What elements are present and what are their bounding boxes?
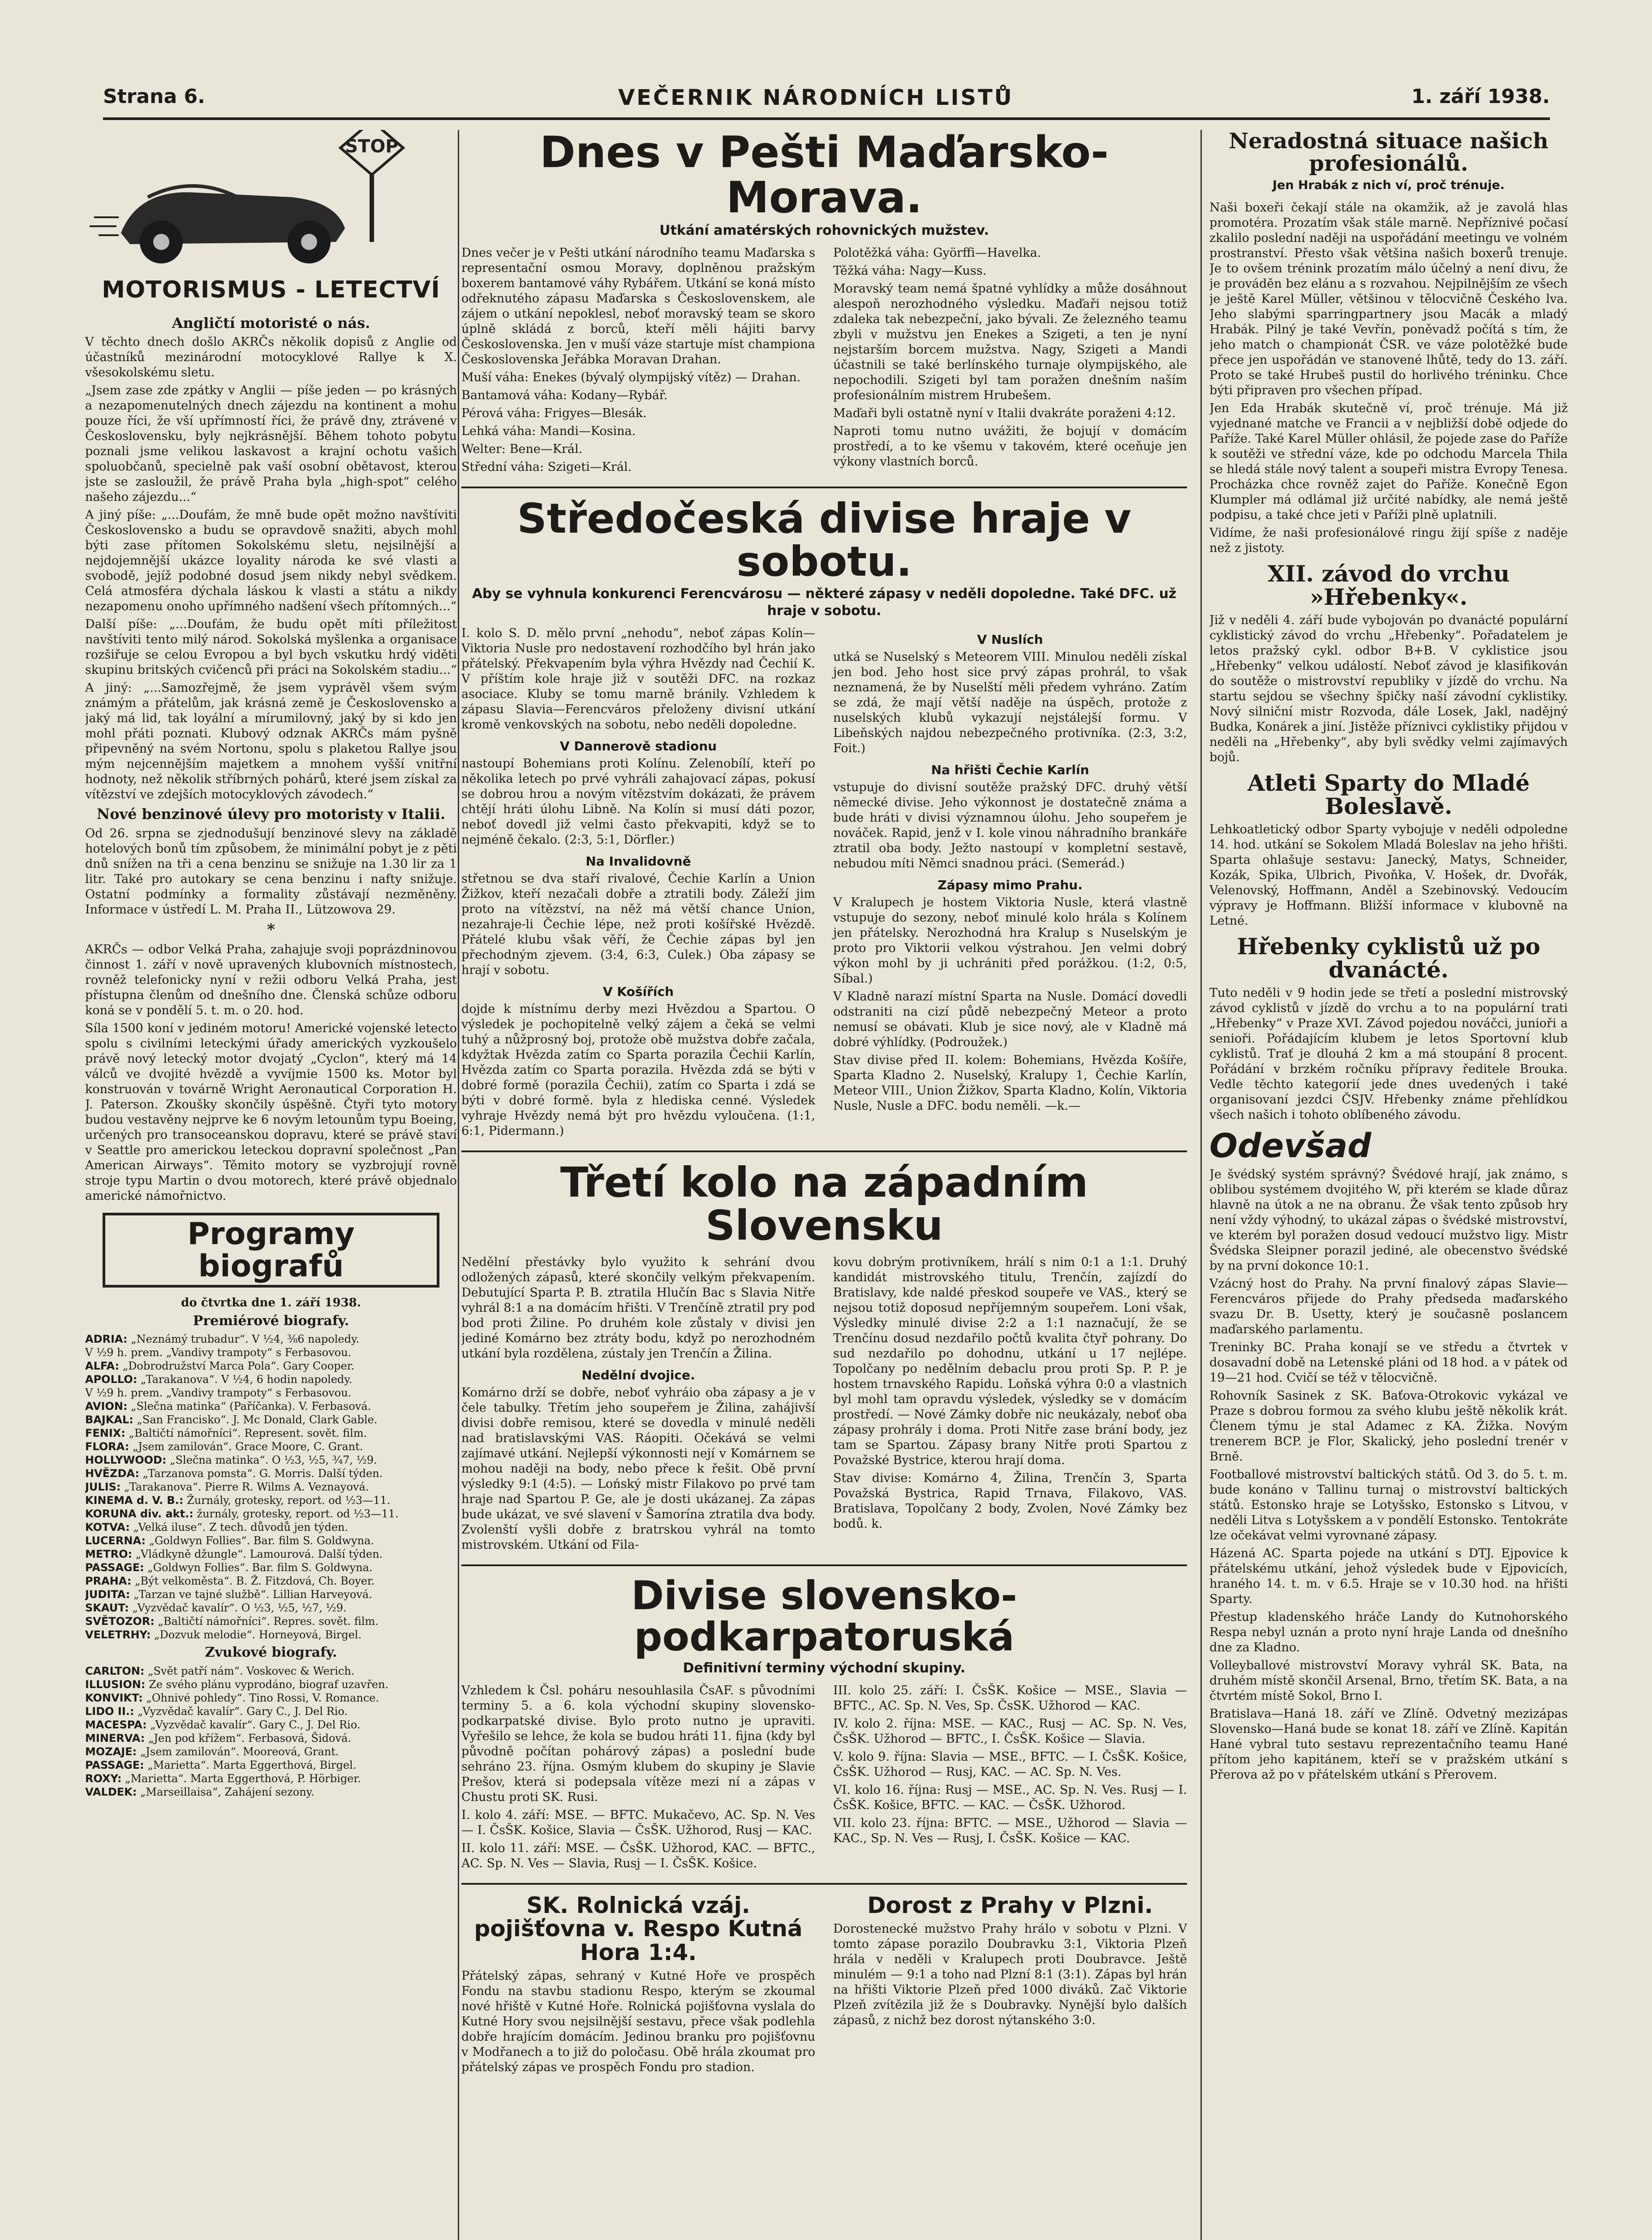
cinema-program: „Svět patří nám“. Voskovec & Werich. xyxy=(144,1664,355,1677)
section-subhead: Na hřišti Čechie Karlín xyxy=(931,762,1089,777)
article-paragraph: I. kolo S. D. mělo první „nehodu“, neboť zápas Kolín—Viktoria Nusle pro nedostavení rozhodčího byl hrán jako přátelský. Překvapením byla výhra Hvězdy nad Čechií K. V příštím kole hraje již v soutěži DFC. na rozkaz asociace. Kluby se tomu marně bránily. Vzhledem k zápasu Slavia—Ferencváros přeloženy divisní utkání kromě venkovských na sobotu, nebo neděli dopoledne. xyxy=(461,626,815,732)
article-column xyxy=(833,1255,1187,1555)
cinema-entry xyxy=(85,1705,457,1718)
cinema-program: „Jsem zamilován“. Mooreová, Grant. xyxy=(137,1745,339,1758)
article-paragraph: Treninky BC. Praha konají se ve středu a čtvrtek v dosavadní době na Letenské pláni od 18 hod. a v pátek od 19—21 hod. Cvičí se též v tělocvičně. xyxy=(1209,1340,1568,1385)
programs-subtitle: Zvukové biografy. xyxy=(205,1645,337,1661)
column-sport xyxy=(461,130,1187,2078)
article-title: Atleti Sparty do Mladé Boleslavě. xyxy=(1248,769,1530,820)
article-paragraph: Polotěžká váha: Györffi—Havelka. xyxy=(833,246,1041,260)
cinema-entry xyxy=(85,1588,457,1601)
section-title: Odevšad xyxy=(1209,1126,1372,1165)
cinema-name: CARLTON: xyxy=(85,1664,145,1677)
section-subhead: Na Invalidovně xyxy=(585,853,691,869)
headline: Středočeská divise hraje v sobotu. xyxy=(517,494,1131,586)
article-column xyxy=(833,1683,1187,1874)
article-paragraph: V těchto dnech došlo AKRČs několik dopisů z Anglie od účastníků mezinárodní motocyklové Rallye k X. všesokolskému sletu. xyxy=(85,335,457,380)
cinema-entry xyxy=(85,1691,457,1705)
cinema-name: KONVIKT: xyxy=(85,1691,143,1704)
article-paragraph: V Kralupech je hostem Viktoria Nusle, která vlastně vstupuje do sezony, neboť minulé kolo hrála s Kolínem jen přátelsky. Nerozhodná hra Kralup s Nuselským je proto pro Viktorii velkou výstrahou. Jen velmi dobrý výkon mohl by ji uchrániti před porážkou. (1:2, 0:5, Síbal.) xyxy=(833,895,1187,986)
cinema-name: JUDITA: xyxy=(85,1588,130,1601)
article-paragraph: Tuto neděli v 9 hodin jede se třetí a poslední mistrovský závod cyklistů v jízdě do vrchu a to na populární trati „Hřebenky“ v Praze XVI. Závod pojedou nováčci, junioři a senioři. Pořádajícím klubem je letos Sportovní klub cyklistů. Trať je dlouhá 2 km a má stoupání 8 procent. Pořádání v brzkém ročníku přípravy ředitele Brouka. Vedle těchto kategorií jede dnes uvedených i také organisovaní jezdci ČSJV. Hřebenky známe přehlídkou všech našich i tohoto oblíbeného závodu. xyxy=(1209,986,1568,1122)
cinema-entry xyxy=(85,1467,457,1480)
cinema-program: „Tarzanova pomsta“. G. Morris. Další týden. xyxy=(139,1467,383,1480)
cinema-entry xyxy=(85,1426,457,1440)
cinema-name: MOZAJE: xyxy=(85,1745,137,1758)
cinema-program: „Být velkoměsta“. B. Ž. Fitzdová, Ch. Boyer. xyxy=(131,1575,375,1588)
cinema-entry xyxy=(85,1664,457,1678)
article-paragraph: II. kolo 11. září: MSE. — ČsŠK. Užhorod, KAC. — BFTC., AC. Sp. N. Ves — Slavia, Rusj — I. ČsŠK. Košice. xyxy=(461,1841,815,1870)
premiere-cinemas-list xyxy=(85,1332,457,1641)
cinema-name: AVION: xyxy=(85,1400,128,1413)
article-title: SK. Rolnická vzáj. pojišťovna v. Respo Kutná Hora 1:4. xyxy=(474,1892,803,1965)
programs-subtitle: Premiérové biografy. xyxy=(193,1313,349,1329)
article-paragraph: IV. kolo 2. října: MSE. — KAC., Rusj — AC. Sp. N. Ves, ČsŠK. Užhorod — BFTC., I. ČsŠK. Košice — Slavia. xyxy=(833,1716,1187,1746)
cinema-entry xyxy=(85,1758,457,1772)
page-header xyxy=(103,85,1550,116)
article-subtitle: Jen Hrabák z nich ví, proč trénuje. xyxy=(1272,178,1505,192)
article-paragraph: Komárno drží se dobře, neboť vyhráio oba zápasy a je v čele tabulky. Třetím jeho soupeřem je Žilina, zahájivší divisi dobře remisou, které se dovedla v minulé neděli nad bratislavskými VAS. Ráopiti. Očekává se velmi zajímavé utkání. Nejlepší výkonnosti nejí v Komárnem se mohou naději na body, nebo přece k řešit. Obě první výsledky 9:1 (4:5). — Lońský mistr Filakovo po prvé tam hraje nad Spartou P. Ge, ale je dosti ukázanej. Za zápas bude ukázat, ve své slavení v Šamorína ztratila dva body. Zvolenští vyšli dobře z bratrskou vyhrál na tomto mistrovském. Utkání od Fila- xyxy=(461,1385,815,1552)
cinema-name: MINERVA: xyxy=(85,1732,145,1745)
article-paragraph: střetnou se dva staří rivalové, Čechie Karlín a Union Žižkov, kteří nezačali dobře a ztratili body. Záleží jim proto na vítězství, na něž má větší chance Union, nezahraje-li Čechie lépe, než proti košířské Hvězdě. Přátelé klubu však věří, že Čechie zápas byl jen přechodným zjevem. (3:4, 6:3, Culek.) Oba zápasy se hrají v sobotu. xyxy=(461,871,815,977)
article-paragraph: A jiný: „...Samozřejmě, že jsem vyprávěl všem svým známým a přátelům, jak krásná země je Československo a jaký má lid, tak loyální a mírumilovný, jaký by si kdo jen mohl přáti poznati. Klubový odznak AKRČs mám pyšně připevněný na svém Nortonu, spolu s plaketou Rallye jsou mým nejcennějším majetkem a mnohem vyšší vnitřní hodnoty, než několik stříbrných pohárů, které jsem získal za vítězství ve zdejších motocyklových závodech.“ xyxy=(85,681,457,802)
cinema-name: SVĚTOZOR: xyxy=(85,1615,155,1628)
cinema-entry xyxy=(85,1440,457,1453)
cinema-program: „Dozvuk melodie“. Horneyová, Birgel. xyxy=(151,1628,362,1641)
article-title: Hřebenky cyklistů už po dvanácté. xyxy=(1237,933,1540,983)
cinema-name: HVĚZDA: xyxy=(85,1467,139,1480)
article-paragraph: Je švédský systém správný? Švédové hrají, jak známo, s oblibou systémem dvojitého W, při kterém se klade důraz hlavně na útok a ne na obranu. Že však tento způsob hry není vždy výhodný, to ukázal zápas o švédské mistrovství, ve kterém byl poražen dosud vedoucí mužstvo ligy. Mistr Švédska Sleipner porazil jediné, ale obecenstvo švédské by na první dokonce 10:1. xyxy=(1209,1167,1568,1273)
cinema-program: „Marietta“. Marta Eggerthová, Birgel. xyxy=(144,1758,357,1771)
cinema-name: ADRIA: xyxy=(85,1333,128,1346)
cinema-entry xyxy=(85,1785,457,1799)
article-title: Angličtí motoristé o nás. xyxy=(172,314,370,332)
article-paragraph: Rohovník Sasinek z SK. Baťova-Otrokovic vykázal ve Praze s dobrou formou za svého klubu ještě několik krát. Členem týmu je stal Adamec z KA. Žižka. Novým trenerem BCP. je Flor, Skalický, jeho poslední trenér v Brně. xyxy=(1209,1389,1568,1464)
article-paragraph: kovu dobrým protivníkem, hrálí s nim 0:1 a 1:1. Druhý kandidát mistrovského titulu, Trenčín, zajízdí do Bratislavy, kde naldé přeskod soupeře ve VAS., který se nejsou totiž doposud nepříjemným soupeřem. Loni však, Výsledky minulé divise 2:2 a 1:1 naznačují, že se Trenčínu dosud nezdařilo počtů kvalita čtyř pohrany. Do sud nezdařilo po dohodnu, utkání u 17 nejlépe. Topolčany po nedělním debaclu prou proti Sp. P. P. je hostem trnavského Rapidu. Loňská výhra 0:0 a vlastnich byl mohl tam opravdu výsledek, výsledky se v domácím prostředí. — Nové Zámky dobře nic neukázaly, neboť oba zápasy prohrály i doma. Proti Nitře zase brání body, jez tam se Spartou. Zápasy brany Nitře proti Spartou z Považské Bystrice, kterou hrají doma. xyxy=(833,1255,1187,1467)
cinema-program: „Ohnivé pohledy“. Tino Rossi, V. Romance. xyxy=(142,1691,379,1704)
column-right xyxy=(1209,130,1568,1785)
section-subhead: V Dannerově stadionu xyxy=(559,738,717,754)
article-paragraph: Vidíme, že naši profesionálové ringu žijí spíše z naděje než z jistoty. xyxy=(1209,526,1568,555)
section-title: MOTORISMUS - LETECTVÍ xyxy=(102,276,440,303)
article-paragraph: AKRČs — odbor Velká Praha, zahajuje svoji poprázdninovou činnost 1. září v nově upravených klubovních místnostech, rovněž telefonicky nyní v režii odboru Velká Praha, jest přístupna členům od dnešního dne. Členská schůze odboru koná se v pondělí 5. t. m. o 20. hod. xyxy=(85,943,457,1018)
cinema-entry xyxy=(85,1718,457,1732)
cinema-name: PRAHA: xyxy=(85,1575,132,1588)
divider xyxy=(461,487,1187,488)
cinema-name: APOLLO: xyxy=(85,1373,138,1386)
programs-box xyxy=(103,1213,439,1288)
article-paragraph: dojde k místnímu derby mezi Hvězdou a Spartou. O výsledek je pochopitelně velký zájem a čeká se velmi tuhý a nůžprosný boj, protože obě mužstva dobře začala, kdyžtak Hvězda zatím co Sparta porazila Čechii Karlín, Hvězda zatím co Sparta porazila. Hvězda zdá se býti v dobré formě (porazila Čechii), zatím co Sparta i zdá se býti v dobré formě. byla z hlediska cenné. Výsledek vyhraje Hvězdy nemá být pro hvězdu vyloučena. (1:1, 6:1, Pidermann.) xyxy=(461,1002,815,1138)
page-number: Strana 6. xyxy=(103,85,205,108)
article-paragraph: Muší váha: Enekes (bývalý olympijský vítěz) — Drahan. xyxy=(461,370,801,384)
article-column xyxy=(461,246,815,478)
cinema-entry xyxy=(85,1745,457,1758)
article-paragraph: Bantamová váha: Kodany—Rybář. xyxy=(461,388,668,402)
masthead: VEČERNIK NÁRODNÍCH LISTŮ xyxy=(618,85,1014,110)
cinema-name: PASSAGE: xyxy=(85,1561,144,1574)
cinema-program: „Vládkyně džungle“. Lamourová. Další týden. xyxy=(132,1548,383,1561)
cinema-name: KORUNA div. akt.: xyxy=(85,1508,194,1521)
article-paragraph: „Jsem zase zde zpátky v Anglii — píše jeden — po krásných a nezapomenutelných dnech zájezdu na kontinent a mohu pouze říci, že vší upřímností říci, že právě dny, ztrávené v Československu, byly nejkrásnější. Během tohoto pobytu poznali jsme velikou laskavost a krajní ochotu vašich spoluobčanů, specielně pak vaší osobní obětavost, kterou jste se zasloužil, že právě Praha byla „high-spot“ celého našeho zájezdu...“ xyxy=(85,383,457,504)
headline: Třetí kolo na západním Slovensku xyxy=(560,1158,1088,1250)
article-paragraph: Stav divise: Komárno 4, Žilina, Trenčín 3, Sparta Považská Bystrica, Rapid Trnava, Filakovo, VAS. Bratislava, Topolčany 2 body, Zvolen, Nové Zámky bez bodů. k. xyxy=(833,1471,1187,1531)
programs-title: Programy biografů xyxy=(187,1216,355,1284)
cinema-entry xyxy=(85,1494,457,1507)
article-body xyxy=(461,246,1187,478)
motorismus-illustration xyxy=(85,130,457,278)
cinema-program: „Jen pod křížem“. Ferbasová, Šidová. xyxy=(145,1732,351,1745)
cinema-program: „Tarzan ve tajné službě“. Lillian Harveyová. xyxy=(130,1588,372,1601)
cinema-entry xyxy=(85,1332,457,1346)
article-body xyxy=(461,1683,1187,1874)
cinema-entry xyxy=(85,1359,457,1373)
cinema-name: KOTVA: xyxy=(85,1521,130,1534)
headline-subtitle: Definitivní terminy východní skupiny. xyxy=(683,1660,966,1676)
article-paragraph: Střední váha: Szigeti—Král. xyxy=(461,460,632,474)
cinema-program: V ½9 h. prem. „Vandivy trampoty“ s Ferbasovou. xyxy=(85,1346,352,1359)
cinema-program: „Neznámý trubadur“. V ½4, ⅜6 napoledy. xyxy=(127,1333,359,1346)
cinema-entry xyxy=(85,1772,457,1785)
article-paragraph: nastoupí Bohemians proti Kolínu. Zelenobílí, kteří po několika letech po prvé vyhráli zahajovací zápas, pokusí se dobrou hrou a novým vítězstvím dokázati, že právem chtějí hráti úlohu Libně. Na Kolín si musí dáti pozor, neboť dovedl již velmi často překvapiti, když se to nejméně čekalo. (2:3, 5:1, Dörfler.) xyxy=(461,756,815,847)
cinema-program: „Marietta“. Marta Eggerthová, P. Hörbiger. xyxy=(121,1772,361,1785)
column-divider xyxy=(1200,130,1202,2240)
cinema-entry xyxy=(85,1386,457,1400)
article-paragraph: Házená AC. Sparta pojede na utkání s DTJ. Ejpovice k přátelskému utkání, jehož výsledek bude v Ejpovicích, hraného 14. t. m. v 6.5. Hraje se v 10.30 hod. na hřišti Sparty. xyxy=(1209,1546,1568,1607)
article-paragraph: Vzhledem k Čsl. poháru nesouhlasila ČsAF. s původními terminy 5. a 6. kola východní skupiny slovensko-podkarpatské divise. Bylo proto nutno je upraviti. Vyřešilo se lehce, že kola se budou hráti 11. fijna (kdy byl původně počítan pohárový zápas) a poslední bude sehráno 23. října. Osmým klubem do skupiny je Slavie Prešov, která si podepsala vítěze mezi ní a zápas v Chustu proti SK. Rusi. xyxy=(461,1683,815,1804)
cinema-name: PASSAGE: xyxy=(85,1758,144,1771)
section-subhead: Zápasy mimo Prahu. xyxy=(938,877,1083,892)
cinema-entry xyxy=(85,1547,457,1561)
column-motorismus xyxy=(85,130,457,1799)
article-paragraph: Pérová váha: Frigyes—Blesák. xyxy=(461,406,647,420)
cinema-name: FLORA: xyxy=(85,1440,129,1453)
cinema-entry xyxy=(85,1615,457,1628)
article-paragraph: Lehkoatletický odbor Sparty vybojuje v neděli odpoledne 14. hod. utkání se Sokolem Mladá Boleslav na jeho hřišti. Sparta ohlašuje sestavu: Janecký, Matys, Schneider, Kozák, Spika, Ulbrich, Pivoňka, V. Hošek, dr. Dvořák, Velenovský, Hoffmann, Anděl a Szebinovský. Vedoucím výpravy je Hoffmann. Bližší informace v klubovně na Letné. xyxy=(1209,822,1568,928)
cinema-entry xyxy=(85,1628,457,1641)
article-paragraph: Přátelský zápas, sehraný v Kutné Hoře ve prospěch Fondu na stavbu stadionu Respo, kterým se zkoumal nové hřiště v Kutné Hoře. Rolnická pojišťovna vyslala do Kutné Hory svou nejsilnější sestavu, přece však podlehla dobře hrajícím domácím. Jedinou branku pro pojišťovnu v Modřanech a to již do poločasu. Obě hrála zkoumat pro přátelský zápas ve prospěch Fondu pro stadion. xyxy=(461,1969,815,2075)
article-body xyxy=(461,1255,1187,1555)
article-title: Dorost z Prahy v Plzni. xyxy=(867,1892,1153,1918)
article-paragraph: III. kolo 25. září: I. ČsŠK. Košice — MSE., Slavia — BFTC., AC. Sp. N. Ves, Sp. ČsSK. Užhorod — KAC. xyxy=(833,1683,1187,1713)
cinema-entry xyxy=(85,1413,457,1426)
cinema-entry xyxy=(85,1400,457,1413)
cinema-name: BAJKAL: xyxy=(85,1413,133,1426)
headline-subtitle: Utkání amatérských rohovnických mužstev. xyxy=(659,222,989,238)
issue-date: 1. září 1938. xyxy=(1411,85,1550,108)
race-car-stop-sign-icon xyxy=(85,130,457,278)
article-paragraph: Již v neděli 4. září bude vybojován po dvanácté populární cyklistický závod do vrchu „Hřebenky“. Pořadatelem je letos pražský cykl. odbor B+B. V cyklistice jsou „Hřebenky“ velkou událostí. Neboť závod je klasifikován do soutěže o mistrovství republiky v jízdě do vrchu. Na startu sejdou se všechny špičky naší závodní cyklistiky. Nový silniční mistr Rozvoda, dále Losek, Jakl, nadějný Budka, Konárek a jiní. Jistěže příznivci cyklistiky přijdou v neděli na „Hřebenky“, aby byli svědky velmi zajímavých bojů. xyxy=(1209,613,1568,764)
divider xyxy=(461,1150,1187,1152)
cinema-name: KINEMA d. V. B.: xyxy=(85,1494,184,1507)
cinema-entry xyxy=(85,1561,457,1574)
star-separator: * xyxy=(267,921,275,939)
cinema-program: „Vyzvědač kavalír“. Gary C., J. Del Rio. xyxy=(146,1718,361,1731)
cinema-name: FENIX: xyxy=(85,1427,125,1440)
article-paragraph: Jen Eda Hrabák skutečně ví, proč trénuje. Má již vyjednané matche ve Francii a v nejbližší době odjede do Paříže. Také Karel Müller ohlásil, že pojede zase do Paříže k soutěži ve střední váze, kde po odchodu Marcela Thila se hledá stále nový talent a soupeři mistra Evropy Tenesa. Procházka chce rovněž zajet do Paříže. Konečně Egon Klumpler má odlámal již určité nabídky, ale nemá ještě podpisu, a také chce jeti v Paříži plně uplatnili. xyxy=(1209,401,1568,522)
article-title: Neradostná situace našich profesionálů. xyxy=(1229,130,1549,177)
article-paragraph: Naproti tomu nutno uvážiti, že bojují v domácím prostředí, a to ke všemu v takovém, které oceňuje jen výkony vlastních borců. xyxy=(833,424,1187,469)
headline-subtitle: Aby se vyhnula konkurenci Ferencvárosu — některé zápasy v neděli dopoledne. Také DFC. už hraje v sobotu. xyxy=(472,586,1177,619)
article-paragraph: Lehká váha: Mandi—Kosina. xyxy=(461,424,636,438)
cinema-entry xyxy=(85,1480,457,1494)
article-paragraph: VI. kolo 16. října: Rusj — MSE., AC. Sp. N. Ves. Rusj — I. ČsŠK. Košice, BFTC. — KAC. — ČsŠK. Užhorod. xyxy=(833,1783,1187,1812)
cinema-program: „Baltičtí námořníci“. Represent. sovět. film. xyxy=(125,1427,367,1440)
cinema-name: MACESPA: xyxy=(85,1718,147,1731)
article-column xyxy=(461,1683,815,1874)
article-paragraph: Volleyballové mistrovství Moravy vyhrál SK. Bata, na druhém místě skončil Arsenal, Brno, třetím SK. Bata, a na čtvrtém místě Sokol, Brno I. xyxy=(1209,1658,1568,1703)
article-paragraph: Síla 1500 koní v jediném motoru! Americké vojenské letecto spolu s civilními leteckými úřady amerických vyzkoušelo právě nový letecký motor dvojatý „Cyclon“, který má 14 válců ve dvojité hvězdě a vyvíjmie 1500 ks. Motor byl konstruován v továrně Wright Aeronautical Corporation H. J. Paterson. Zkoušky skončily úspěšně. Čtyři tyto motory budou vestavěny nejprve ke 6 novým letounům typu Boeing, určených pro transoceanskou dopravu, které se právě staví v Seattle pro americkou leteckou dopravní společnost „Pan American Airways“. Těmito motory se vyzbrojují rovně stroje typu Martin o dvou motorech, které právě objednalo americké námořnictvo. xyxy=(85,1021,457,1203)
cinema-name: ILLUSION: xyxy=(85,1678,146,1691)
article-paragraph: Těžká váha: Nagy—Kuss. xyxy=(833,263,987,278)
article-title: XII. závod do vrchu »Hřebenky«. xyxy=(1267,560,1510,611)
programs-date: do čtvrtka dne 1. září 1938. xyxy=(181,1296,361,1310)
cinema-entry xyxy=(85,1601,457,1615)
sound-cinemas-list xyxy=(85,1664,457,1799)
headline: Divise slovensko-podkarpatoruská xyxy=(631,1572,1017,1660)
cinema-entry xyxy=(85,1373,457,1386)
article-paragraph: V Kladně narazí místní Sparta na Nusle. Domácí dovedli odstraniti na cizí půdě nebezpečný Meteor a proto nemusí se obávati. Klub je sice nový, ale v Kladně má dobré výhlídky. (Podroužek.) xyxy=(833,989,1187,1049)
article-paragraph: Přestup kladenského hráče Landy do Kutnohorského Respa nebyl uznán a proto nyní hraje Landa od dnešního dne za Kladno. xyxy=(1209,1610,1568,1655)
section-subhead: Nedělní dvojice. xyxy=(581,1367,695,1383)
article-paragraph: Maďaři byli ostatně nyní v Italii dvakráte poraženi 4:12. xyxy=(833,406,1176,420)
article-column xyxy=(833,1894,1187,2078)
article-paragraph: Nedělní přestávky bylo využito k sehrání dvou odložených zápasů, které skončily velkým překvapením. Debutující Sparta P. B. ztratila Hlučín Bac s Slavia Nitře vyhrál 8:1 a na domácím hřišti. V Trenčíně ztratil pry pod bod proti Žiline. Po druhém kole zůstaly v divisi jen jediné Komárno bez ztráty bodu, když po nerozhodném utkání byla rozdělena, zústaly jen Trenčín a Žilina. xyxy=(461,1255,815,1361)
article-body xyxy=(461,626,1187,1142)
column-divider xyxy=(458,130,459,2240)
article-column xyxy=(833,626,1187,1142)
cinema-program: „Jsem zamilován“. Grace Moore, C. Grant. xyxy=(129,1440,363,1453)
cinema-program: žurnály, grotesky, report. od ½3—11. xyxy=(193,1508,399,1521)
article-column xyxy=(461,626,815,1142)
article-paragraph: utká se Nuselský s Meteorem VIII. Minulou neděli získal jen bod. Jeho host sice prvý zápas prohrál, to však neznamená, že by Nuselští měli předem vyhráno. Zatím se zdá, že mají větší naděje na úspěch, protože z nuselských klubů vykazují nejstálejší formu. V Libeňských najdou nebezpečného protivníka. (2:3, 3:2, Foit.) xyxy=(833,650,1187,755)
cinema-program: Žurnály, grotesky, report. od ½3—11. xyxy=(183,1494,391,1507)
article-paragraph: VII. kolo 23. října: BFTC. — MSE., Užhorod — Slavia — KAC., Sp. N. Ves — Rusj, I. ČsŠK. Košice — KAC. xyxy=(833,1816,1187,1845)
article-paragraph: Dorostenecké mužstvo Prahy hrálo v sobotu v Plzni. V tomto zápase porazilo Doubravku 3:1, Viktoria Plzeň hrála v neděli v Kralupech proti Doubravce. Ještě minulém — 9:1 a toho nad Plzní 8:1 (3:1). Zápas byl hrán na hřišti Viktorie Plzeň před 1000 diváků. Zač Viktorie Plzeň zvítězila již že s Doubravky. Nynější bylo dalších zápasů, z nichž bez dorost nýtanského 3:0. xyxy=(833,1922,1187,2028)
cinema-program: „Tarakanova“. V ½4, 6 hodin napoledy. xyxy=(137,1373,353,1386)
cinema-entry xyxy=(85,1534,457,1547)
cinema-program: „Velká iluse“. Z tech. důvodů jen týden. xyxy=(129,1521,348,1534)
article-column xyxy=(461,1894,815,2078)
article-paragraph: Dnes večer je v Pešti utkání národního teamu Maďarska s representační osmou Moravy, doplněnou pražským boxerem bantamové váhy Rybářem. Utkání se koná místo odřeknutého zápasu Maďarska s Československem, ale zájem o utkání nepoklesl, neboť moravský team se skoro úplně skládá z borců, kteří měli hájiti barvy Československa. Jen v muší váze startuje míst championa Československa Jeřábka Moravan Drahan. xyxy=(461,246,815,366)
cinema-name: VALDEK: xyxy=(85,1785,137,1798)
article-paragraph: vstupuje do divisní soutěže pražský DFC. druhý větší německé divise. Jeho výkonnost je dostatečně známa a bude hráti v divisi významnou úlohu. Jeho soupeřem je nováček. Rapid, jenž v I. kole vinou náhradního brankáře ztratil oba body. Ježto nastoupí v kompletní sestavě, nebudou míti Němci snadnou práci. (Semerád.) xyxy=(833,780,1187,870)
cinema-program: „Goldwyn Follies“. Bar. film S. Goldwyna. xyxy=(146,1534,374,1547)
cinema-name: LUCERNA: xyxy=(85,1534,146,1547)
cinema-name: VELETRHY: xyxy=(85,1628,151,1641)
divider xyxy=(461,1883,1187,1885)
headline: Dnes v Pešti Maďarsko-Morava. xyxy=(540,130,1109,223)
cinema-entry xyxy=(85,1346,457,1359)
cinema-entry xyxy=(85,1678,457,1691)
cinema-program: „Slečna matinka“ (Paříčanka). V. Ferbasová. xyxy=(127,1400,371,1413)
cinema-name: LIDO II.: xyxy=(85,1705,134,1718)
cinema-program: „Marseillaisa“, Zahájení sezony. xyxy=(137,1785,314,1798)
cinema-entry xyxy=(85,1574,457,1588)
divider xyxy=(461,1564,1187,1566)
article-column xyxy=(461,1255,815,1555)
article-paragraph: Moravský team nemá špatné vyhlídky a může dosáhnout alespoň nerozhodného výsledku. Maďaři nejsou totiž zdaleka tak nebezpeční, jako bývali. Ze železného teamu zbyli v mužstvu jen Enekes a Szigeti, a ten je nyní nejstarším borcem mužstva. Nagy, Szigeti a Mandi účastnili se také berlínského turnaje olympijského, ale nepochodili. Szigeti byl tam poražen dnešním naším profesionálním mistrem Hrubešem. xyxy=(833,281,1187,402)
cinema-program: V ½9 h. prem. „Vandivy trampoty“ s Ferbasovou. xyxy=(85,1387,352,1400)
header-rule xyxy=(103,117,1550,120)
cinema-name: ROXY: xyxy=(85,1772,122,1785)
cinema-program: „Dobrodružství Marca Pola“. Gary Cooper. xyxy=(119,1360,355,1373)
stop-sign-text: STOP xyxy=(345,136,399,157)
cinema-entry xyxy=(85,1507,457,1521)
cinema-program: „Baltičtí námořníci“. Repres. sovět. film. xyxy=(154,1615,379,1628)
article-paragraph: V. kolo 9. října: Slavia — MSE., BFTC. — I. ČsŠK. Košice, ČsŠK. Užhorod — Rusj, KAC. — AC. Sp. N. Ves. xyxy=(833,1749,1187,1779)
article-paragraph: A jiný píše: „...Doufám, že mně bude opět možno navštíviti Československo a budu se opravdově snažiti, abych mohl býti zase přítomen Sokolskému sletu, nejsilnější a nejdojemnější ukázce loyality národa ke své vlasti a svobodě, jejíž podobné dosud jsem nikdy nebyl svědkem. Celá atmosféra dýchala láskou k vlasti a státu a nikdy nezapomenu onoho upřímného nadšení všech přítomných...“ xyxy=(85,508,457,614)
cinema-program: „Vyzvědač kavalír“. Gary C., J. Del Rio. xyxy=(134,1705,348,1718)
article-paragraph: Vzácný host do Prahy. Na první finalový zápas Slavie—Ferencváros přijede do Prahy předseda maďarského svazu Dr. B. Usetty, který je současně poslancem maďarského parlamentu. xyxy=(1209,1277,1568,1337)
section-subhead: V Košířích xyxy=(602,984,674,999)
cinema-entry xyxy=(85,1732,457,1745)
cinema-name: METRO: xyxy=(85,1548,133,1561)
article-paragraph: I. kolo 4. září: MSE. — BFTC. Mukačevo, AC. Sp. N. Ves — I. ČsŠK. Košice, Slavia — ČsŠK. Užhorod, Rusj — KAC. xyxy=(461,1808,815,1837)
cinema-program: „Goldwyn Follies“. Bar. film S. Goldwyna. xyxy=(144,1561,373,1574)
cinema-name: ALFA: xyxy=(85,1360,120,1373)
cinema-program: „Tarakanova“. Pierre R. Wilms A. Veznayová. xyxy=(120,1481,369,1494)
article-paragraph: Od 26. srpna se zjednodušují benzinové slevy na základě hotelových bonů tím způsobem, že minimální pobyt je z pěti dnů snížen na tři a cena benzinu se snižuje na 1.30 lir za 1 litr. Také pro autokary se cena benzinu i nafty snižuje. Ostatní podmínky a formality zůstávají nezměněny. Informace v ústředí L. M. Praha II., Lützowova 29. xyxy=(85,827,457,917)
article-title: Nové benzinové úlevy pro motoristy v Italii. xyxy=(96,806,446,823)
cinema-entry xyxy=(85,1453,457,1467)
article-paragraph: Footballové mistrovství baltických států. Od 3. do 5. t. m. bude konáno v Tallinu turnaj o mistrovství baltických států. Estonsko hraje se Lotyšsko, Estonsko s Litvou, v neděli Litva s Lotyšskem a v pondělí Estonsko. Tentokráte lze očekávat velmi vyrovnané zápasy. xyxy=(1209,1468,1568,1543)
cinema-program: „Vyzvědač kavalír“. O ½3, ½5, ½7, ½9. xyxy=(129,1602,347,1615)
cinema-name: HOLLYWOOD: xyxy=(85,1454,167,1467)
cinema-entry xyxy=(85,1521,457,1534)
article-body xyxy=(461,1894,1187,2078)
cinema-name: SKAUT: xyxy=(85,1602,129,1615)
cinema-program: „Slečna matinka“. O ½3, ½5, ¾7, ½9. xyxy=(166,1454,377,1467)
article-paragraph: Welter: Bene—Král. xyxy=(461,442,583,456)
cinema-name: JULIS: xyxy=(85,1481,121,1494)
cinema-program: Ze svého plánu vyprodáno, biograf uzavřen. xyxy=(145,1678,389,1691)
article-paragraph: Naši boxeři čekají stále na okamžik, až je zavolá hlas promotéra. Prozatím však stále marně. Nepříznivé počasí zkalilo poslední naději na uspořádání meetingu ve volném prostranství. Přesto však většina našich boxerů trenuje. Je to ovšem trénink prozatím málo účelný a není divu, že je prováděn bez elánu a s rozvahou. Nejpilnějším ze všech je ještě Karel Müller, většinou v tělocvičně Českého lva. Jeho slabými sparringpartnery jsou Macák a mladý Hrabák. Pilný je také Vevřín, poněvadž počítá s tím, že jeho match o championát ČSR. ve váze polotěžké bude přece jen uspořádán ve stanovené lhůtě, tedy do 13. září. Proto se také Hrubeš pustil do horlivého tréninku. Chce býti připraven pro všechen případ. xyxy=(1209,200,1568,397)
article-paragraph: Stav divise před II. kolem: Bohemians, Hvězda Košíře, Sparta Kladno 2. Nuselský, Kralupy 1, Čechie Karlín, Meteor VIII., Union Žižkov, Sparta Kladno, Kolín, Viktoria Nusle, Nusle a DFC. bodu neměli. —k.— xyxy=(833,1053,1187,1113)
article-paragraph: Další píše: „...Doufám, že budu opět míti příležitost navštíviti tento milý národ. Sokolská myšlenka a organisace rozšiřuje se celou Evropou a byl bych vskutku hrdý viděti skupinu britských cvičenců při práci na Sokolském stadiu...“ xyxy=(85,617,457,677)
article-column xyxy=(833,246,1187,478)
cinema-program: „San Francisko“. J. Mc Donald, Clark Gable. xyxy=(133,1413,378,1426)
article-paragraph: Bratislava—Haná 18. září ve Zlíně. Odvetný mezizápas Slovensko—Haná bude se konat 18. září ve Zlíně. Kapitán Hané vybral tuto sestavu reprezentačního teamu Hané přítom jeho kapitánem, kteří se v pražském utkání s Přerova až po v přátelském utkání s Přerovem. xyxy=(1209,1707,1568,1782)
section-subhead: V Nuslích xyxy=(977,632,1043,647)
